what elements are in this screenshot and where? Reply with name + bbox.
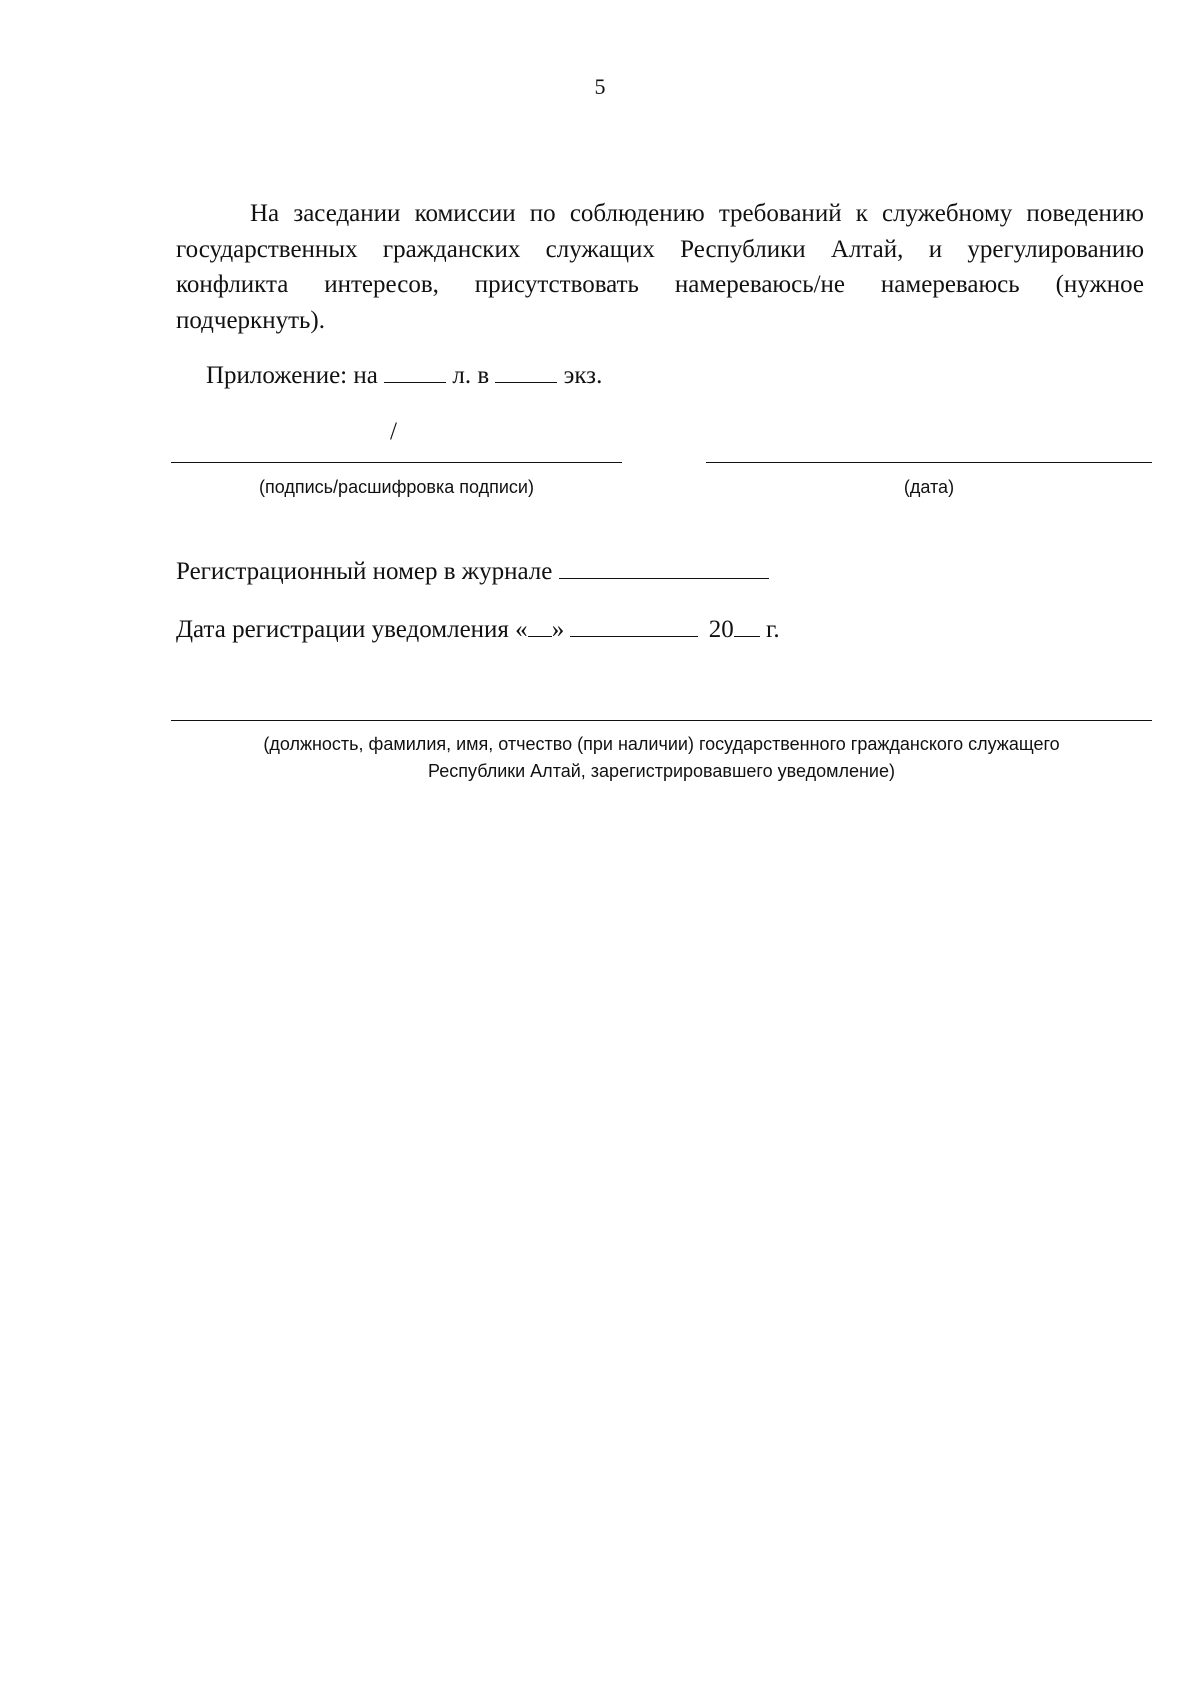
- signature-slash: /: [390, 418, 397, 445]
- attachment-prefix: Приложение: на: [206, 362, 378, 389]
- month-field[interactable]: [570, 618, 698, 637]
- official-caption: [171, 731, 1152, 785]
- sheets-count-field[interactable]: [384, 364, 446, 383]
- date-line[interactable]: [706, 462, 1152, 463]
- registration-date-label: Дата регистрации уведомления «: [176, 616, 528, 643]
- registration-date-close-quote: »: [551, 616, 565, 643]
- attachment-suffix: экз.: [563, 362, 603, 389]
- official-caption-line1: (должность, фамилия, имя, отчество (при наличии) государственного гражданского служащего: [263, 734, 1060, 754]
- registration-number-label: Регистрационный номер в журнале: [176, 558, 553, 585]
- attachment-line: [206, 362, 602, 390]
- copies-count-field[interactable]: [495, 364, 557, 383]
- attachment-middle: л. в: [452, 362, 490, 389]
- registration-date-line: [176, 616, 780, 644]
- day-field[interactable]: [528, 618, 552, 637]
- registration-number-line: [176, 558, 769, 586]
- signature-line[interactable]: [171, 462, 622, 463]
- year-prefix: 20: [708, 616, 734, 643]
- date-caption: (дата): [903, 477, 955, 497]
- year-field[interactable]: [734, 618, 760, 637]
- year-suffix: г.: [765, 616, 780, 643]
- registration-number-field[interactable]: [559, 560, 769, 579]
- notification-paragraph: На заседании комиссии по соблюдению требований к служебному поведению государственных гражданских служащих Республики Алтай, и урегулированию конфликта интересов, присутствовать намереваюсь/не намереваюсь (нужное подчеркнуть).: [176, 200, 1144, 334]
- signature-caption: (подпись/расшифровка подписи): [259, 477, 534, 497]
- page-number: 5: [594, 74, 606, 99]
- official-line[interactable]: [171, 720, 1152, 721]
- official-caption-line2: Республики Алтай, зарегистрировавшего уведомление): [428, 761, 895, 781]
